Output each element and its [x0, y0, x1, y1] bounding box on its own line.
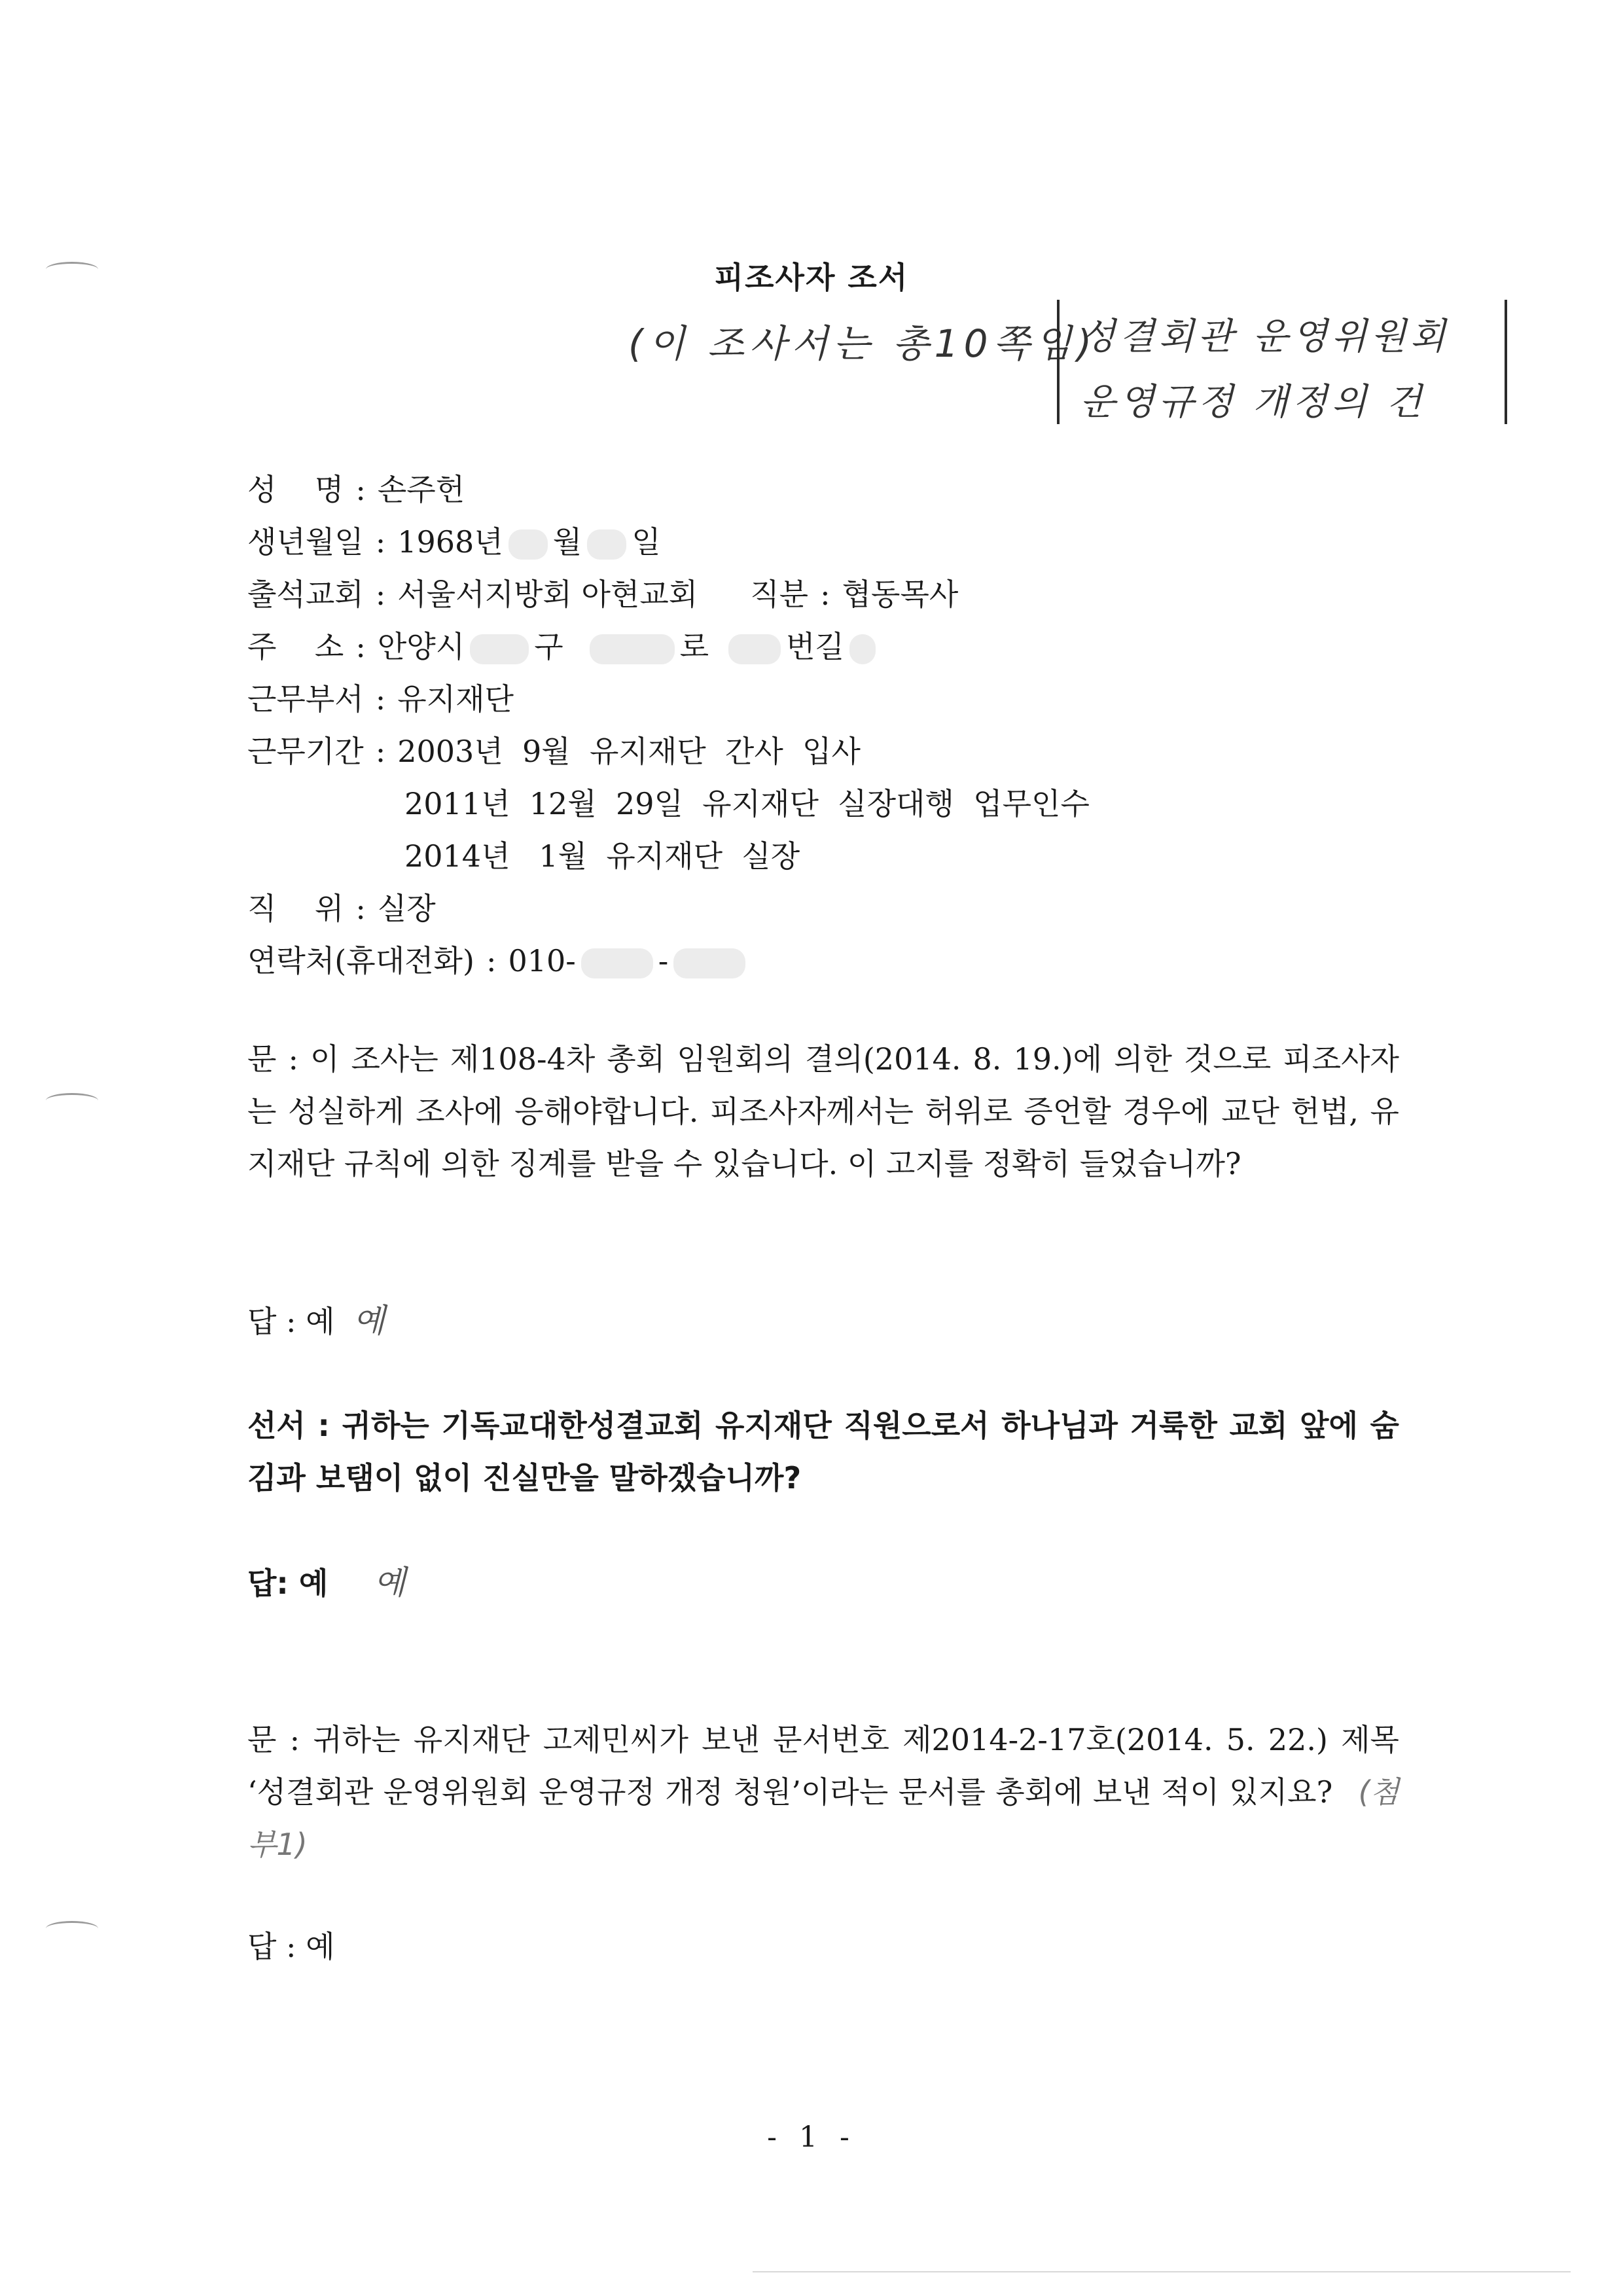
field-period-line3: 2014년 1월 유지재단 실장	[404, 838, 800, 874]
question-2	[247, 1713, 1399, 1871]
handwritten-answer: 예	[353, 1302, 385, 1340]
field-value: 월	[552, 524, 582, 560]
field-value: 2003년 9월 유지재단 간사 입사	[397, 734, 861, 769]
redaction-mark	[587, 529, 626, 560]
field-label: 직 위	[247, 891, 344, 926]
field-value: 일	[632, 524, 661, 560]
answer-1	[247, 1295, 385, 1342]
redaction-mark	[508, 529, 548, 560]
field-value: 협동목사	[842, 577, 959, 612]
question-1: 문 : 이 조사는 제108-4차 총회 임원회의 결의(2014. 8. 19.)에 의한 것으로 피조사자는 성실하게 조사에 응해야합니다. 피조사자께서는 허위로 증언할 경우에 교단 헌법, 유지재단 규칙에 의한 징계를 받을 수 있습니다. 이 고지를 정확히 들었습니까?	[247, 1041, 1399, 1181]
redaction-mark	[470, 634, 529, 664]
field-value: 안양시	[377, 629, 465, 664]
redaction-mark	[673, 948, 745, 978]
field-value: 손주헌	[377, 472, 465, 507]
field-label: 출석교회	[247, 577, 364, 612]
field-value: 서울서지방회 아현교회	[397, 577, 698, 612]
handwritten-answer: 예	[374, 1564, 406, 1602]
field-value: 010-	[508, 943, 576, 978]
field-church: 출석교회 : 서울서지방회 아현교회 직분 : 협동목사	[247, 571, 958, 614]
redaction-mark	[728, 634, 781, 664]
oath-statement: 선서 : 귀하는 기독교대한성결교회 유지재단 직원으로서 하나님과 거룩한 교회 앞에 숨김과 보탬이 없이 진실만을 말하겠습니까?	[247, 1408, 1399, 1496]
field-label: 연락처(휴대전화)	[247, 943, 474, 978]
redaction-mark	[849, 634, 876, 664]
field-value: 유지재단	[397, 681, 514, 717]
field-period-line2: 2011년 12월 29일 유지재단 실장대행 업무인수	[404, 786, 1090, 821]
field-rank: 직 위 : 실장	[247, 885, 436, 928]
field-department: 근무부서 : 유지재단	[247, 675, 514, 719]
field-label: 생년월일	[247, 524, 364, 560]
field-birth: 생년월일 : 1968년 월 일	[247, 518, 661, 562]
scan-edge-line	[753, 2271, 1571, 2272]
field-value: 로	[679, 629, 709, 664]
field-label: 근무부서	[247, 681, 364, 717]
field-label: 근무기간	[247, 734, 364, 769]
punch-hole-mark	[46, 1093, 98, 1108]
answer-3: 답 : 예	[247, 1929, 335, 1964]
answer-text: 답: 예	[247, 1566, 329, 1601]
handwritten-subject-line2: 운영규정 개정의 건	[1080, 381, 1426, 423]
field-value: 1968년	[397, 524, 503, 560]
answer-text: 답 : 예	[247, 1304, 335, 1339]
field-label: 주 소	[247, 629, 344, 664]
field-contact: 연락처(휴대전화) : 010- -	[247, 937, 751, 980]
field-period: 근무기간 : 2003년 9월 유지재단 간사 입사	[247, 728, 861, 771]
field-address: 주 소 : 안양시 구 로 번길	[247, 623, 881, 666]
handwritten-page-note: (이 조사서는 총10쪽임)	[628, 321, 1097, 366]
field-label: 성 명	[247, 472, 344, 507]
answer-2	[247, 1556, 406, 1604]
document-title: 피조사자 조서	[714, 260, 909, 295]
handwritten-subject-line1: 성결회관 운영위원회	[1080, 315, 1450, 358]
punch-hole-mark	[46, 1921, 98, 1936]
question-text: 문 : 귀하는 유지재단 고제민씨가 보낸 문서번호 제2014-2-17호(2014. 5. 22.) 제목 ‘성결회관 운영위원회 운영규정 개정 청원’이라는 문서를 총회에 보낸 적이 있지요?	[247, 1722, 1399, 1810]
field-value: 번길	[786, 629, 844, 664]
field-value: 구	[534, 629, 563, 664]
field-label: 직분	[750, 577, 809, 612]
handwritten-attachment-note: (첨부1)	[247, 1774, 1399, 1862]
redaction-mark	[590, 634, 675, 664]
field-value: -	[658, 943, 669, 978]
page-number: - 1 -	[767, 2121, 856, 2154]
field-name: 성 명 : 손주헌	[247, 466, 465, 509]
redaction-mark	[581, 948, 653, 978]
field-value: 실장	[377, 891, 436, 926]
